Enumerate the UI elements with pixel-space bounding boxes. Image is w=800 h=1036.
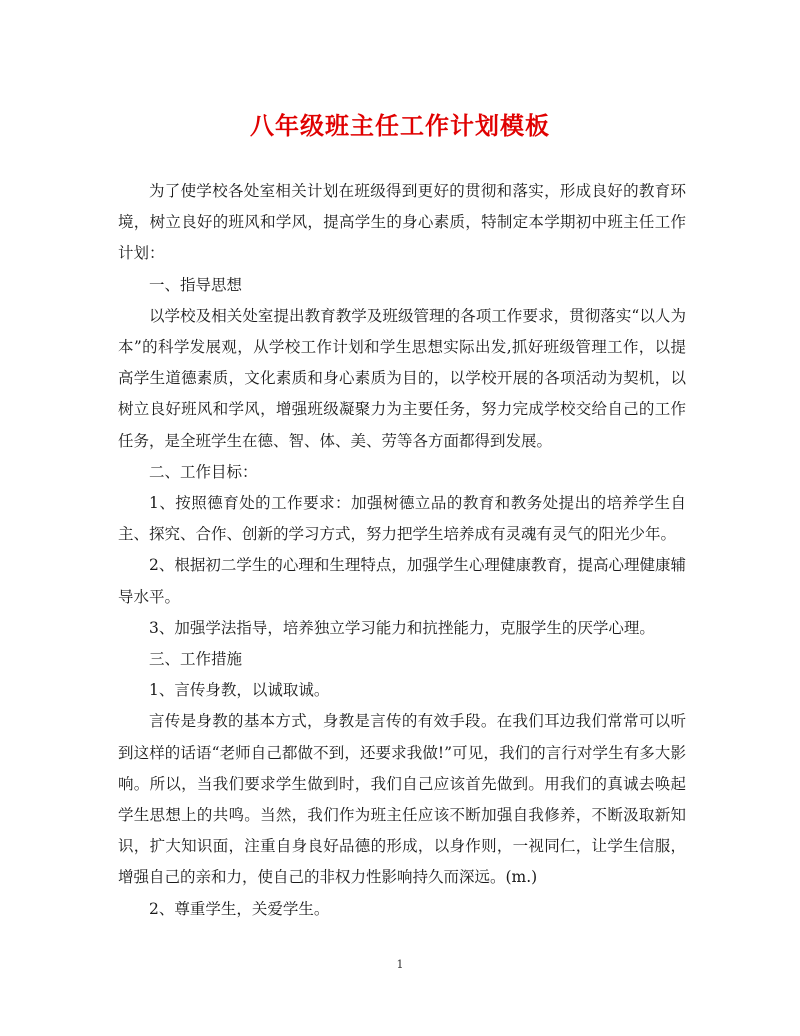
heading-work-goals: 二、工作目标： [149, 462, 258, 481]
paragraph-guiding-thought: 以学校及相关处室提出教育教学及班级管理的各项工作要求，贯彻落实“以人为本”的科学发展观，从学校工作计划和学生思想实际出发,抓好班级管理工作，以提高学生道德素质，文化素质和身心素质为目的，以学校开展的各项活动为契机，以树立良好班风和学风，增强班级凝聚力为主要任务，努力完成学校交给自己的工作任务，是全班学生在德、智、体、美、劳等各方面都得到发展。 [118, 306, 686, 450]
paragraph-intro: 为了使学校各处室相关计划在班级得到更好的贯彻和落实，形成良好的教育环境，树立良好的班风和学风，提高学生的身心素质，特制定本学期初中班主任工作计划： [118, 182, 686, 263]
paragraph-goal-1: 1、按照德育处的工作要求：加强树德立品的教育和教务处提出的培养学生自主、探究、合作、创新的学习方式，努力把学生培养成有灵魂有灵气的阳光少年。 [118, 494, 686, 544]
subheading-measure-1: 1、言传身教，以诚取诚。 [149, 681, 330, 700]
heading-work-measures: 三、工作措施 [149, 650, 243, 669]
paragraph-goal-2: 2、根据初二学生的心理和生理特点，加强学生心理健康教育，提高心理健康辅导水平。 [118, 556, 686, 606]
subheading-measure-2: 2、尊重学生，关爱学生。 [149, 899, 330, 918]
heading-guiding-thought: 一、指导思想 [149, 275, 243, 294]
document-body [118, 176, 686, 925]
paragraph-measure-1: 言传是身教的基本方式，身教是言传的有效手段。在我们耳边我们常常可以听到这样的话语“老师自己都做不到，还要求我做!”可见，我们的言行对学生有多大影响。所以，当我们要求学生做到时，我们自己应该首先做到。用我们的真诚去唤起学生思想上的共鸣。当然，我们作为班主任应该不断加强自我修养，不断汲取新知识，扩大知识面，注重自身良好品德的形成，以身作则，一视同仁，让学生信服，增强自己的亲和力，使自己的非权力性影响持久而深远。(m.) [118, 712, 686, 887]
paragraph-goal-3: 3、加强学法指导，培养独立学习能力和抗挫能力，克服学生的厌学心理。 [149, 618, 655, 637]
document-title: 八年级班主任工作计划模板 [250, 111, 550, 140]
page-number: 1 [396, 958, 404, 971]
